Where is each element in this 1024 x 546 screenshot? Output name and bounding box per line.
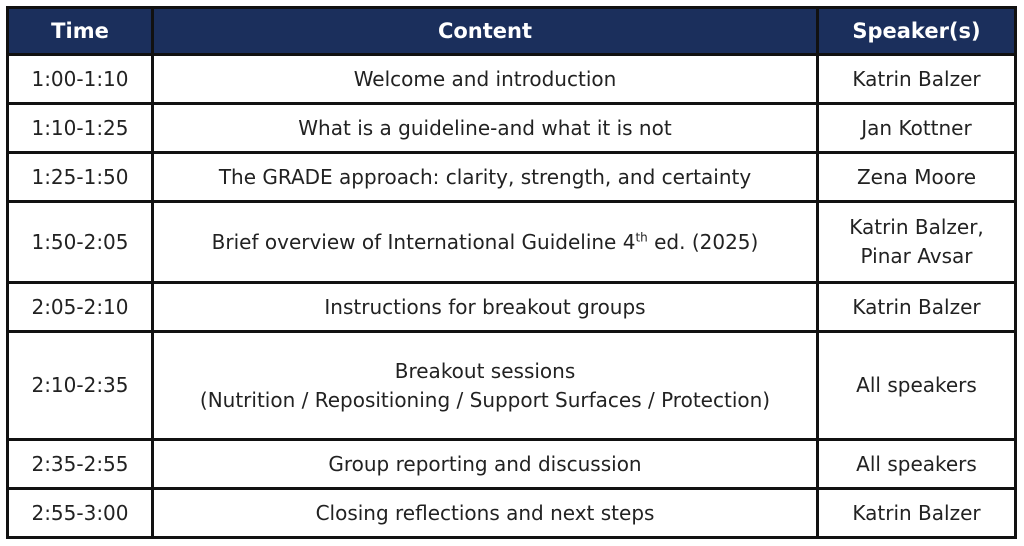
speaker-cell: Zena Moore: [818, 153, 1016, 202]
time-cell: 2:35-2:55: [8, 440, 153, 489]
table-row: [8, 283, 1016, 332]
speaker-cell: [818, 202, 1016, 283]
speaker-line: Pinar Avsar: [860, 244, 973, 268]
speaker-cell: Jan Kottner: [818, 104, 1016, 153]
speaker-cell: All speakers: [818, 440, 1016, 489]
ordinal-superscript: th: [635, 229, 648, 244]
speaker-cell: Katrin Balzer: [818, 55, 1016, 104]
table-row: [8, 55, 1016, 104]
speaker-line: Katrin Balzer,: [849, 215, 984, 239]
time-cell: 2:05-2:10: [8, 283, 153, 332]
table-row: [8, 202, 1016, 283]
speaker-cell: All speakers: [818, 332, 1016, 440]
header-content: Content: [153, 8, 818, 55]
agenda-table: [6, 6, 1017, 539]
speaker-cell: Katrin Balzer: [818, 489, 1016, 538]
content-cell: Group reporting and discussion: [153, 440, 818, 489]
table-row: [8, 489, 1016, 538]
table-row: [8, 440, 1016, 489]
speaker-cell: Katrin Balzer: [818, 283, 1016, 332]
content-cell: The GRADE approach: clarity, strength, and certainty: [153, 153, 818, 202]
content-cell: Closing reflections and next steps: [153, 489, 818, 538]
content-cell: [153, 202, 818, 283]
content-text-rest: ed. (2025): [647, 229, 759, 254]
content-line: Breakout sessions: [394, 358, 576, 383]
time-cell: 1:25-1:50: [8, 153, 153, 202]
content-text: Brief overview of International Guideline 4: [211, 229, 636, 254]
content-line: (Nutrition / Repositioning / Support Surfaces / Protection): [199, 387, 771, 412]
content-cell: What is a guideline-and what it is not: [153, 104, 818, 153]
table-header-row: [8, 8, 1016, 55]
time-cell: 1:00-1:10: [8, 55, 153, 104]
time-cell: 2:55-3:00: [8, 489, 153, 538]
content-cell: [153, 332, 818, 440]
time-cell: 2:10-2:35: [8, 332, 153, 440]
header-time: Time: [8, 8, 153, 55]
table-row: [8, 104, 1016, 153]
content-cell: Instructions for breakout groups: [153, 283, 818, 332]
time-cell: 1:10-1:25: [8, 104, 153, 153]
table-row: [8, 332, 1016, 440]
table-row: [8, 153, 1016, 202]
time-cell: 1:50-2:05: [8, 202, 153, 283]
header-speakers: Speaker(s): [818, 8, 1016, 55]
content-cell: Welcome and introduction: [153, 55, 818, 104]
